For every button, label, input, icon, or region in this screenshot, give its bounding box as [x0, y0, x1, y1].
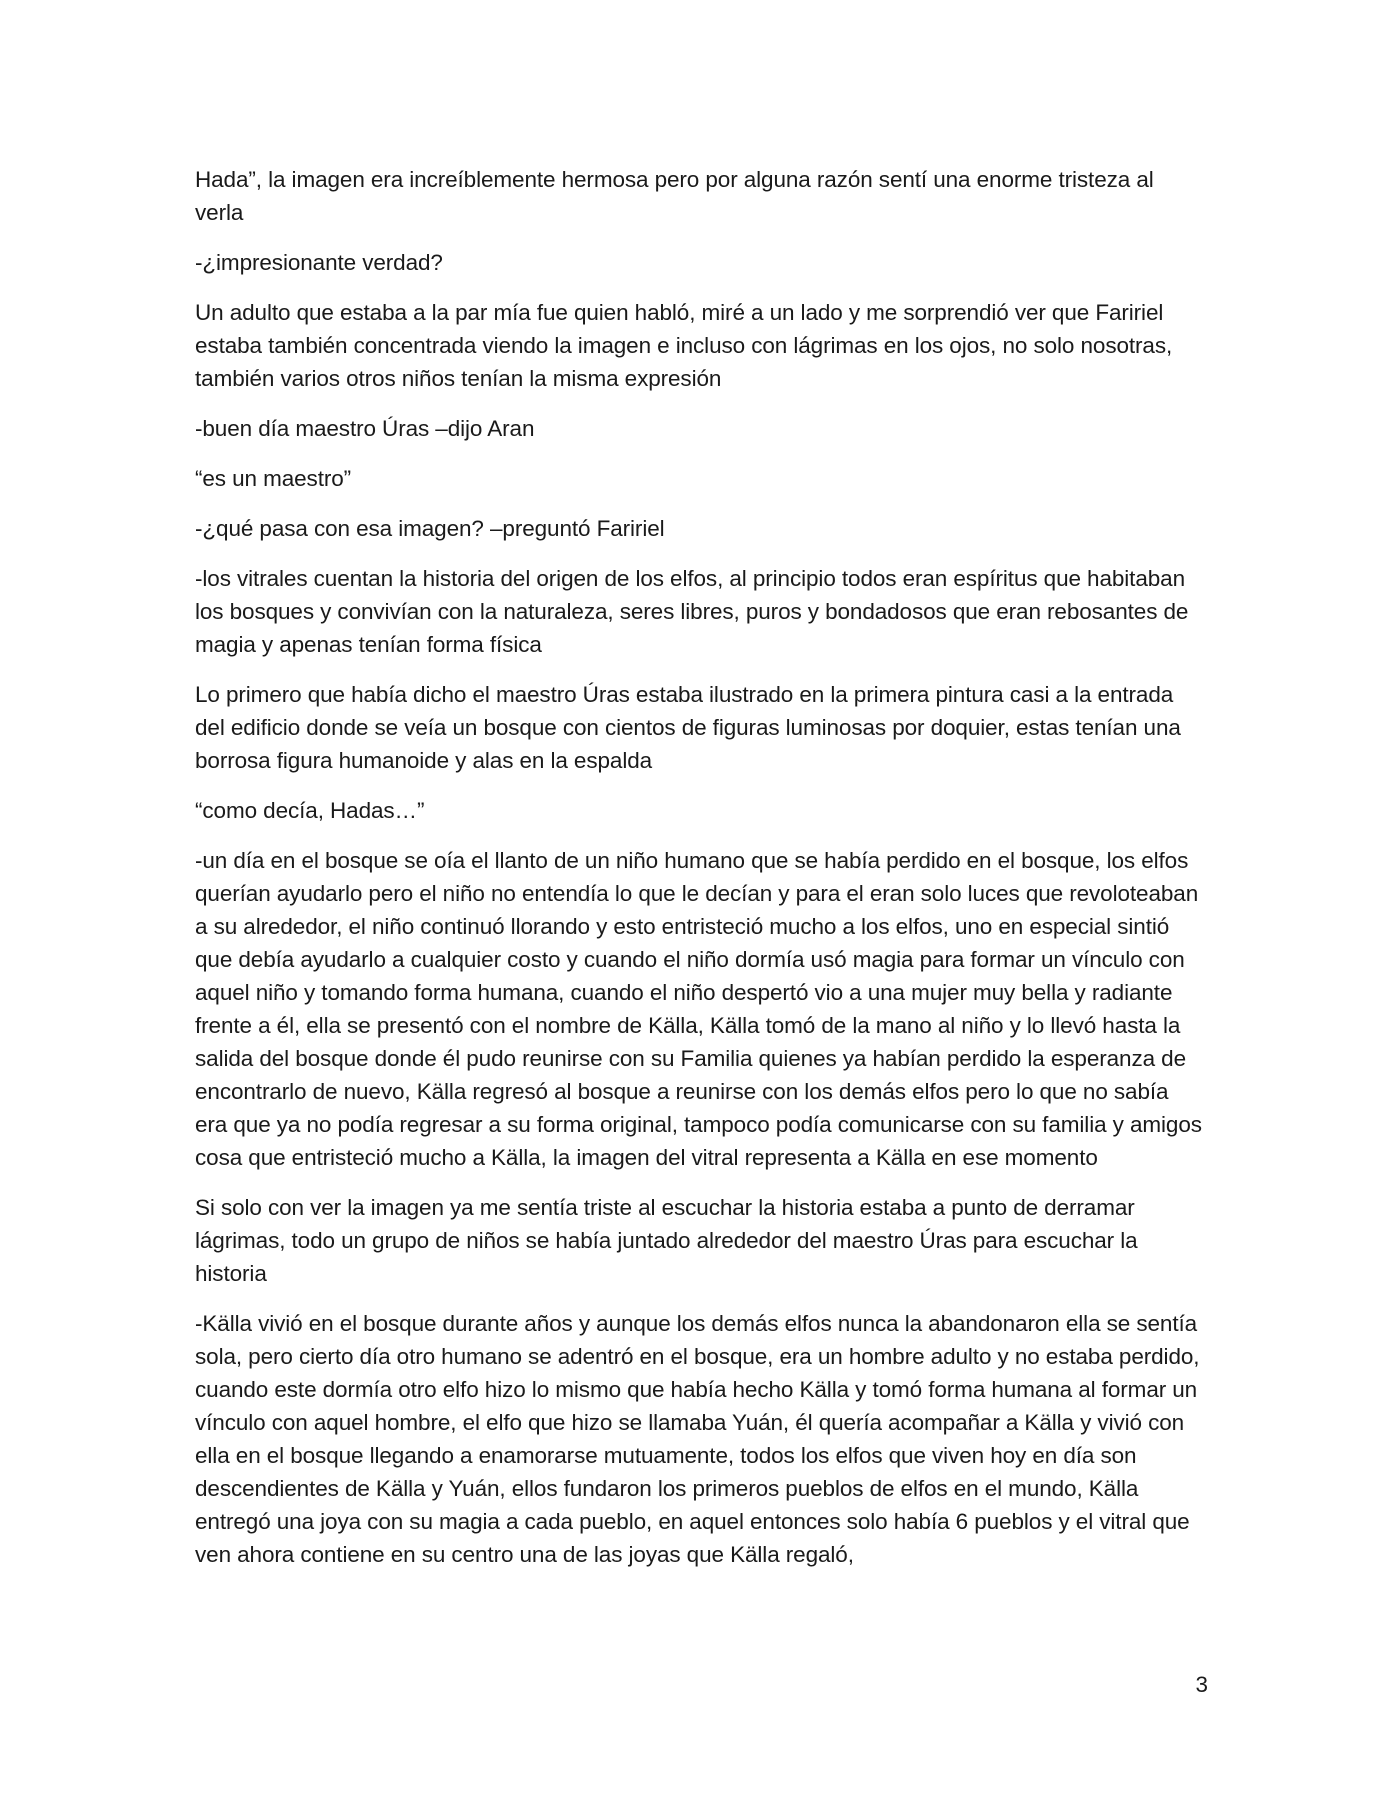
paragraph-6: -¿qué pasa con esa imagen? –preguntó Faririel — [195, 516, 665, 541]
paragraph-5: “es un maestro” — [195, 466, 352, 491]
paragraph-1: Hada”, la imagen era increíblemente hermosa pero por alguna razón sentí una enorme tristeza al verla — [195, 167, 1154, 225]
paragraph-3: Un adulto que estaba a la par mía fue quien habló, miré a un lado y me sorprendió ver que Faririel estaba también concentrada viendo la imagen e incluso con lágrimas en los ojos, no solo nosotras, también varios otros niños tenían la misma expresión — [195, 300, 1173, 391]
paragraph-10: -un día en el bosque se oía el llanto de un niño humano que se había perdido en el bosque, los elfos querían ayudarlo pero el niño no entendía lo que le decían y para el eran solo luces que revoloteaban a su alrededor, el niño continuó llorando y esto entristeció mucho a los elfos, uno en especial sintió que debía ayudarlo a cualquier costo y cuando el niño dormía usó magia para formar un vínculo con aquel niño y tomando forma humana, cuando el niño despertó vio a una mujer muy bella y radiante frente a él, ella se presentó con el nombre de Källa, Källa tomó de la mano al niño y lo llevó hasta la salida del bosque donde él pudo reunirse con su Familia quienes ya habían perdido la esperanza de encontrarlo de nuevo, Källa regresó al bosque a reunirse con los demás elfos pero lo que no sabía era que ya no podía regresar a su forma original, tampoco podía comunicarse con su familia y amigos cosa que entristeció mucho a Källa, la imagen del vitral representa a Källa en ese momento — [195, 848, 1202, 1170]
page-number: 3 — [1195, 1672, 1208, 1697]
paragraph-7: -los vitrales cuentan la historia del origen de los elfos, al principio todos eran espíritus que habitaban los bosques y convivían con la naturaleza, seres libres, puros y bondadosos que eran rebosantes de magia y apenas tenían forma física — [195, 566, 1189, 657]
paragraph-11: Si solo con ver la imagen ya me sentía triste al escuchar la historia estaba a punto de derramar lágrimas, todo un grupo de niños se había juntado alrededor del maestro Úras para escuchar la historia — [195, 1195, 1138, 1286]
paragraph-8: Lo primero que había dicho el maestro Úras estaba ilustrado en la primera pintura casi a la entrada del edificio donde se veía un bosque con cientos de figuras luminosas por doquier, estas tenían una borrosa figura humanoide y alas en la espalda — [195, 682, 1181, 773]
text-body — [195, 163, 1205, 1588]
paragraph-2: -¿impresionante verdad? — [195, 250, 443, 275]
paragraph-12: -Källa vivió en el bosque durante años y aunque los demás elfos nunca la abandonaron ella se sentía sola, pero cierto día otro humano se adentró en el bosque, era un hombre adulto y no estaba perdido, cuando este dormía otro elfo hizo lo mismo que había hecho Källa y tomó forma humana al formar un vínculo con aquel hombre, el elfo que hizo se llamaba Yuán, él quería acompañar a Källa y vivió con ella en el bosque llegando a enamorarse mutuamente, todos los elfos que viven hoy en día son descendientes de Källa y Yuán, ellos fundaron los primeros pueblos de elfos en el mundo, Källa entregó una joya con su magia a cada pueblo, en aquel entonces solo había 6 pueblos y el vitral que ven ahora contiene en su centro una de las joyas que Källa regaló, — [195, 1311, 1200, 1567]
paragraph-9: “como decía, Hadas…” — [195, 798, 425, 823]
paragraph-4: -buen día maestro Úras –dijo Aran — [195, 416, 535, 441]
